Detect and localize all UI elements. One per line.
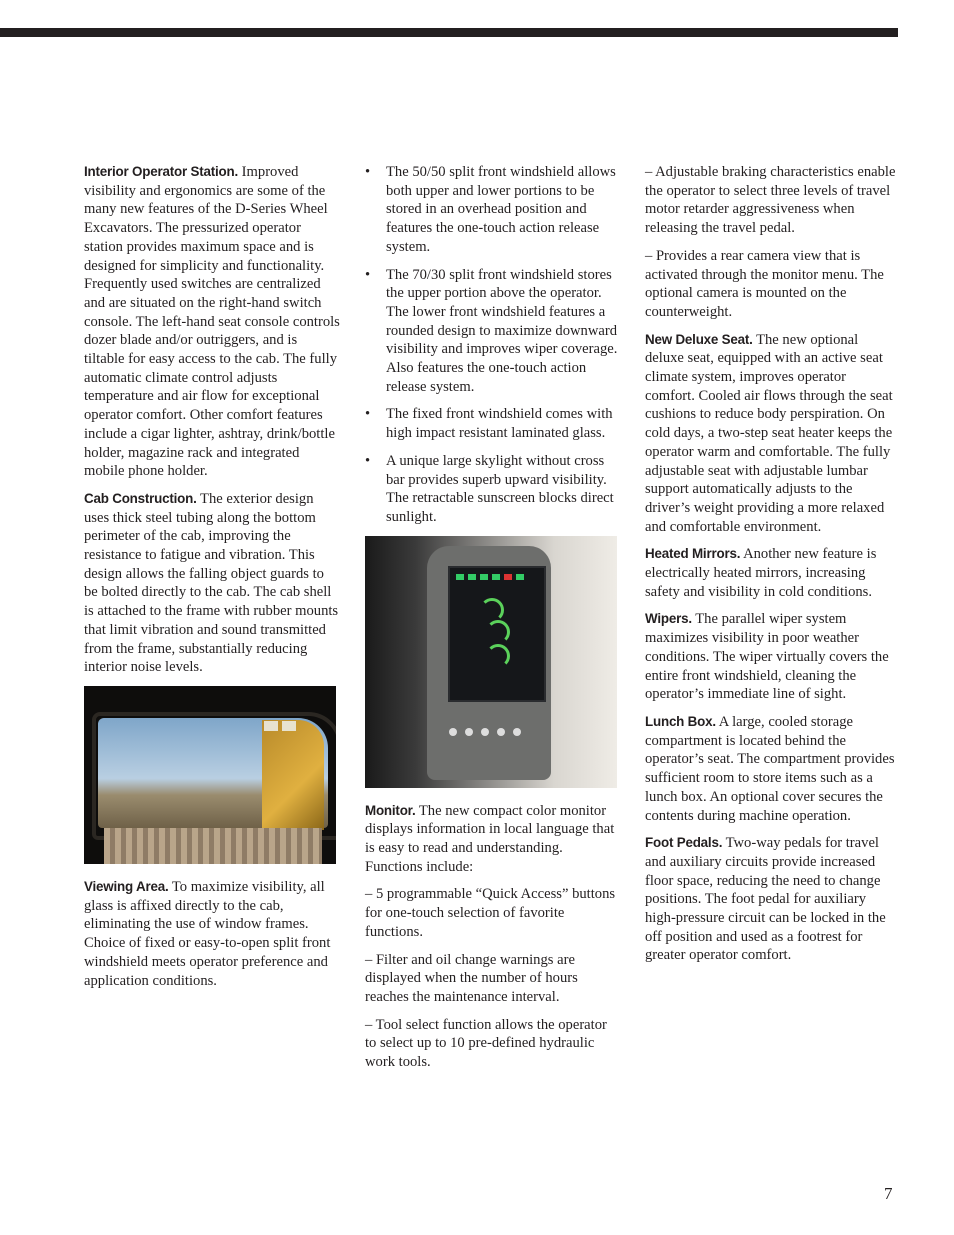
quick-access-button [481,728,489,736]
heading-heated-mirrors: Heated Mirrors. [645,546,741,562]
heading-interior-operator-station: Interior Operator Station. [84,164,239,179]
status-icon [456,574,464,580]
heading-viewing-area: Viewing Area. [84,878,169,894]
dashboard [104,828,322,864]
windshield-frame [92,712,336,840]
body-text: Two-way pedals for travel and auxiliary circuits provide increased floor space, reducing the need to change positions. The foot pedal for auxiliary high-pressure circuit can be locked in the off position and used as a footrest for greater operator comfort. [645,835,886,964]
body-text: The new optional deluxe seat, equipped with an active seat climate system, improves operator comfort. Cooled air flows through the seat cushions to reduce body perspiration. On cold days, a two-step seat heater keeps the operator warm and comfortable. The fully adjustable seat with adjustable lumbar support automatically adjusts to the driver’s weight providing a more relaxed and comfortable environment. [645,331,893,535]
heading-cab-construction: Cab Construction. [84,490,197,506]
windshield-bullet-list [365,163,621,527]
quick-access-button [497,728,505,736]
paragraph-deluxe-seat [645,331,899,537]
gauge-icon [486,644,510,668]
monitor-function-item: – Tool select function allows the operator to select up to 10 pre-defined hydraulic work tools. [365,1016,607,1071]
heading-wipers: Wipers. [645,611,692,627]
body-text: The parallel wiper system maximizes visibility in poor weather conditions. The wiper virtually covers the entire front windshield, cleaning the operator’s immediate line of sight. [645,611,889,703]
status-icon [516,574,524,580]
monitor-button-row [449,720,539,744]
paragraph-cab-construction [84,490,340,677]
status-icon [480,574,488,580]
heading-monitor: Monitor. [365,802,416,818]
paragraph-lunch-box [645,713,899,825]
paragraph-wipers [645,610,899,704]
list-item: • The 50/50 split front windshield allows both upper and lower portions to be stored in an overhead position and features the one-touch action release system. [365,163,621,257]
monitor-function-item: – Adjustable braking characteristics enable the operator to select three levels of travel motor retarder aggressiveness when releasing the travel pedal. [645,164,896,237]
viewing-area-photo [84,686,336,864]
quick-access-button [449,728,457,736]
paragraph-foot-pedals [645,834,899,965]
body-text: Another new feature is electrically heated mirrors, increasing safety and visibility in cold conditions. [645,546,877,600]
top-rule [0,28,898,37]
body-text: A large, cooled storage compartment is located behind the operator’s seat. The compartment provides sufficient room to store items such as a lunch box. An optional cover secures the contents during machine operation. [645,713,895,824]
body-text: To maximize visibility, all glass is affixed directly to the cab, eliminating the use of window frames. Choice of fixed or easy-to-open split front windshield meets operator preference and application conditions. [84,878,331,989]
page-number: 7 [884,1184,893,1203]
status-icon [468,574,476,580]
paragraph-heated-mirrors [645,545,899,601]
quick-access-button [513,728,521,736]
body-text: The exterior design uses thick steel tubing along the bottom perimeter of the cab, improving the resistance to fatigue and vibration. This design allows the falling object guards to be bolted directly to the cab. The cab shell is attached to the frame with rubber mounts that limit vibration and sound transmitted from the frame, substantially reducing interior noise levels. [84,490,339,676]
column-right [645,163,899,974]
status-icon [492,574,500,580]
heading-lunch-box: Lunch Box. [645,713,716,729]
gauge-icon [480,598,504,622]
label-sticker [264,721,278,731]
paragraph-interior-operator-station [84,163,340,481]
monitor-function-item: – Filter and oil change warnings are displayed when the number of hours reaches the maintenance interval. [365,951,578,1005]
body-text: Improved visibility and ergonomics are some of the many new features of the D-Series Wheel Excavators. The pressurized operator station provides maximum space and is designed for simplicity and functionality. Frequently used switches are centralized and are situated on the right-hand switch console. The left-hand seat console controls dozer blade and/or outriggers, and is tiltable for easy access to the cab. The fully automatic climate control adjusts temperature and air flow for exceptional operator comfort. Other comfort features include a cigar lighter, ashtray, drink/bottle holder, magazine rack and integrated mobile phone holder. [84,164,340,480]
label-sticker [282,721,296,731]
paragraph-monitor [365,802,621,877]
warning-icon [504,574,512,580]
monitor-screen [448,566,546,702]
monitor-function-item: – Provides a rear camera view that is activated through the monitor menu. The optional camera is mounted on the counterweight. [645,247,884,320]
paragraph-viewing-area [84,878,340,990]
quick-access-button [465,728,473,736]
list-item: • A unique large skylight without cross bar provides superb upward visibility. The retractable sunscreen blocks direct sunlight. [365,452,621,527]
list-item: • The fixed front windshield comes with high impact resistant laminated glass. [365,405,621,442]
monitor-function-item: – 5 programmable “Quick Access” buttons for one-touch selection of favorite functions. [365,886,616,940]
heading-deluxe-seat: New Deluxe Seat. [645,331,753,347]
monitor-photo [365,536,617,788]
heading-foot-pedals: Foot Pedals. [645,835,723,851]
gauge-icon [486,620,510,644]
column-middle [365,163,621,1081]
body-text: The new compact color monitor displays information in local language that is easy to read and understanding. Functions include: [365,802,615,875]
list-item: • The 70/30 split front windshield stores the upper portion above the operator. The lower front windshield features a rounded design to maximize downward visibility and improves wiper coverage. Also features the one-touch action release system. [365,266,621,397]
column-left [84,163,340,999]
